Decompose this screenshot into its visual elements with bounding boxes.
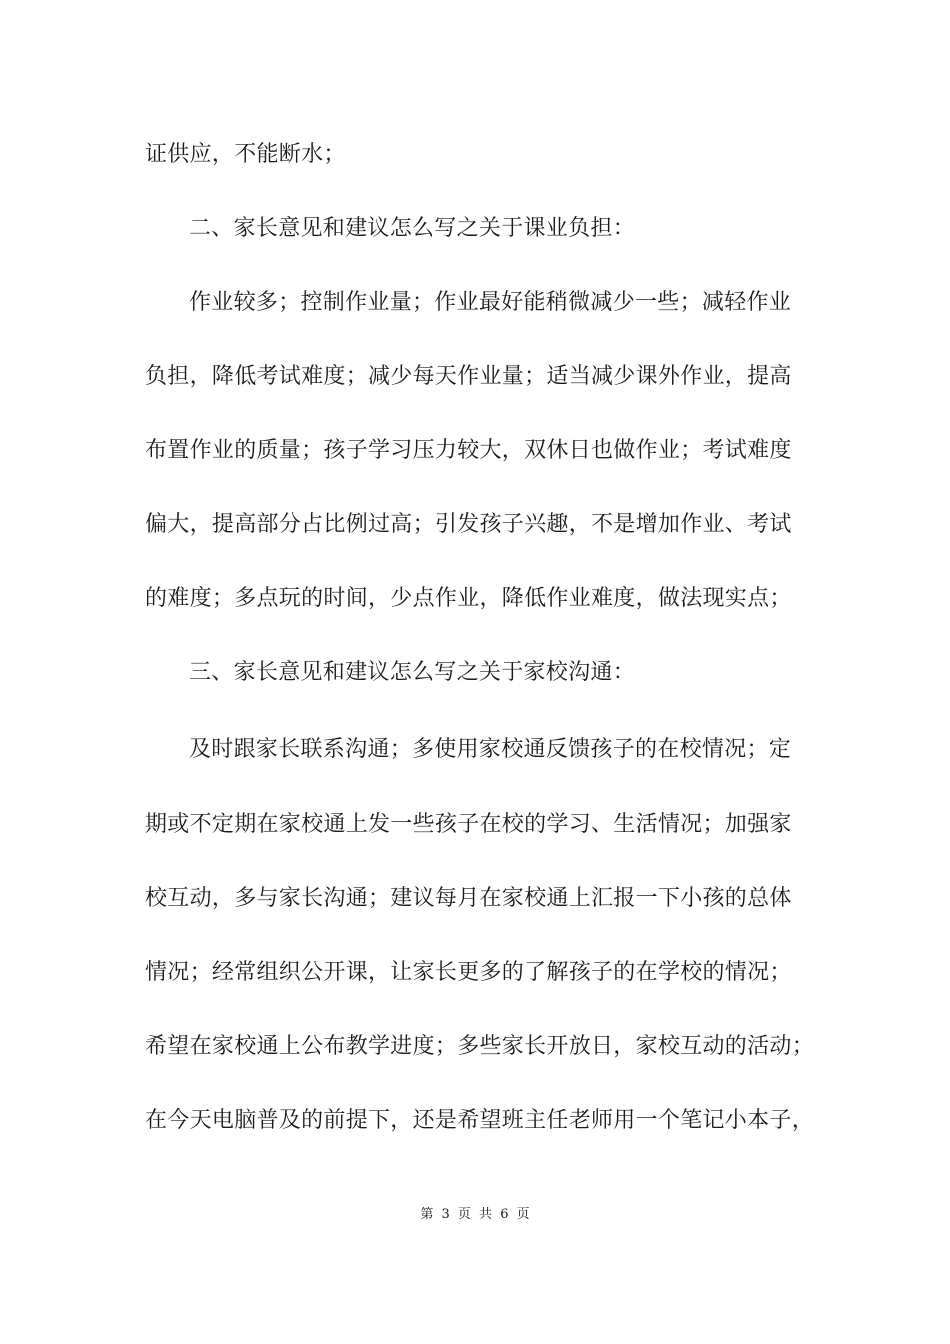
text-line: 的难度；多点玩的时间，少点作业，降低作业难度，做法现实点； — [145, 586, 792, 611]
text-line: 布置作业的质量；孩子学习压力较大，双休日也做作业；考试难度 — [145, 438, 792, 463]
text-line: 偏大，提高部分占比例过高；引发孩子兴趣，不是增加作业、考试 — [145, 512, 792, 537]
section-heading: 二、家长意见和建议怎么写之关于课业负担： — [189, 216, 636, 241]
text-line: 作业较多；控制作业量；作业最好能稍微减少一些；减轻作业 — [189, 290, 792, 315]
text-line: 及时跟家长联系沟通；多使用家校通反馈孩子的在校情况；定 — [189, 737, 792, 762]
text-line: 校互动，多与家长沟通；建议每月在家校通上汇报一下小孩的总体 — [145, 886, 792, 911]
text-line: 负担，降低考试难度；减少每天作业量；适当减少课外作业，提高 — [145, 364, 792, 389]
text-line: 情况；经常组织公开课，让家长更多的了解孩子的在学校的情况； — [145, 960, 792, 985]
page-number-footer: 第 3 页 共 6 页 — [420, 1207, 530, 1222]
text-line: 证供应，不能断水； — [145, 142, 346, 167]
text-line: 期或不定期在家校通上发一些孩子在校的学习、生活情况；加强家 — [145, 812, 792, 837]
section-heading: 三、家长意见和建议怎么写之关于家校沟通： — [189, 660, 636, 685]
text-line: 希望在家校通上公布教学进度；多些家长开放日，家校互动的活动； — [145, 1034, 815, 1059]
text-line: 在今天电脑普及的前提下，还是希望班主任老师用一个笔记小本子， — [145, 1108, 815, 1133]
